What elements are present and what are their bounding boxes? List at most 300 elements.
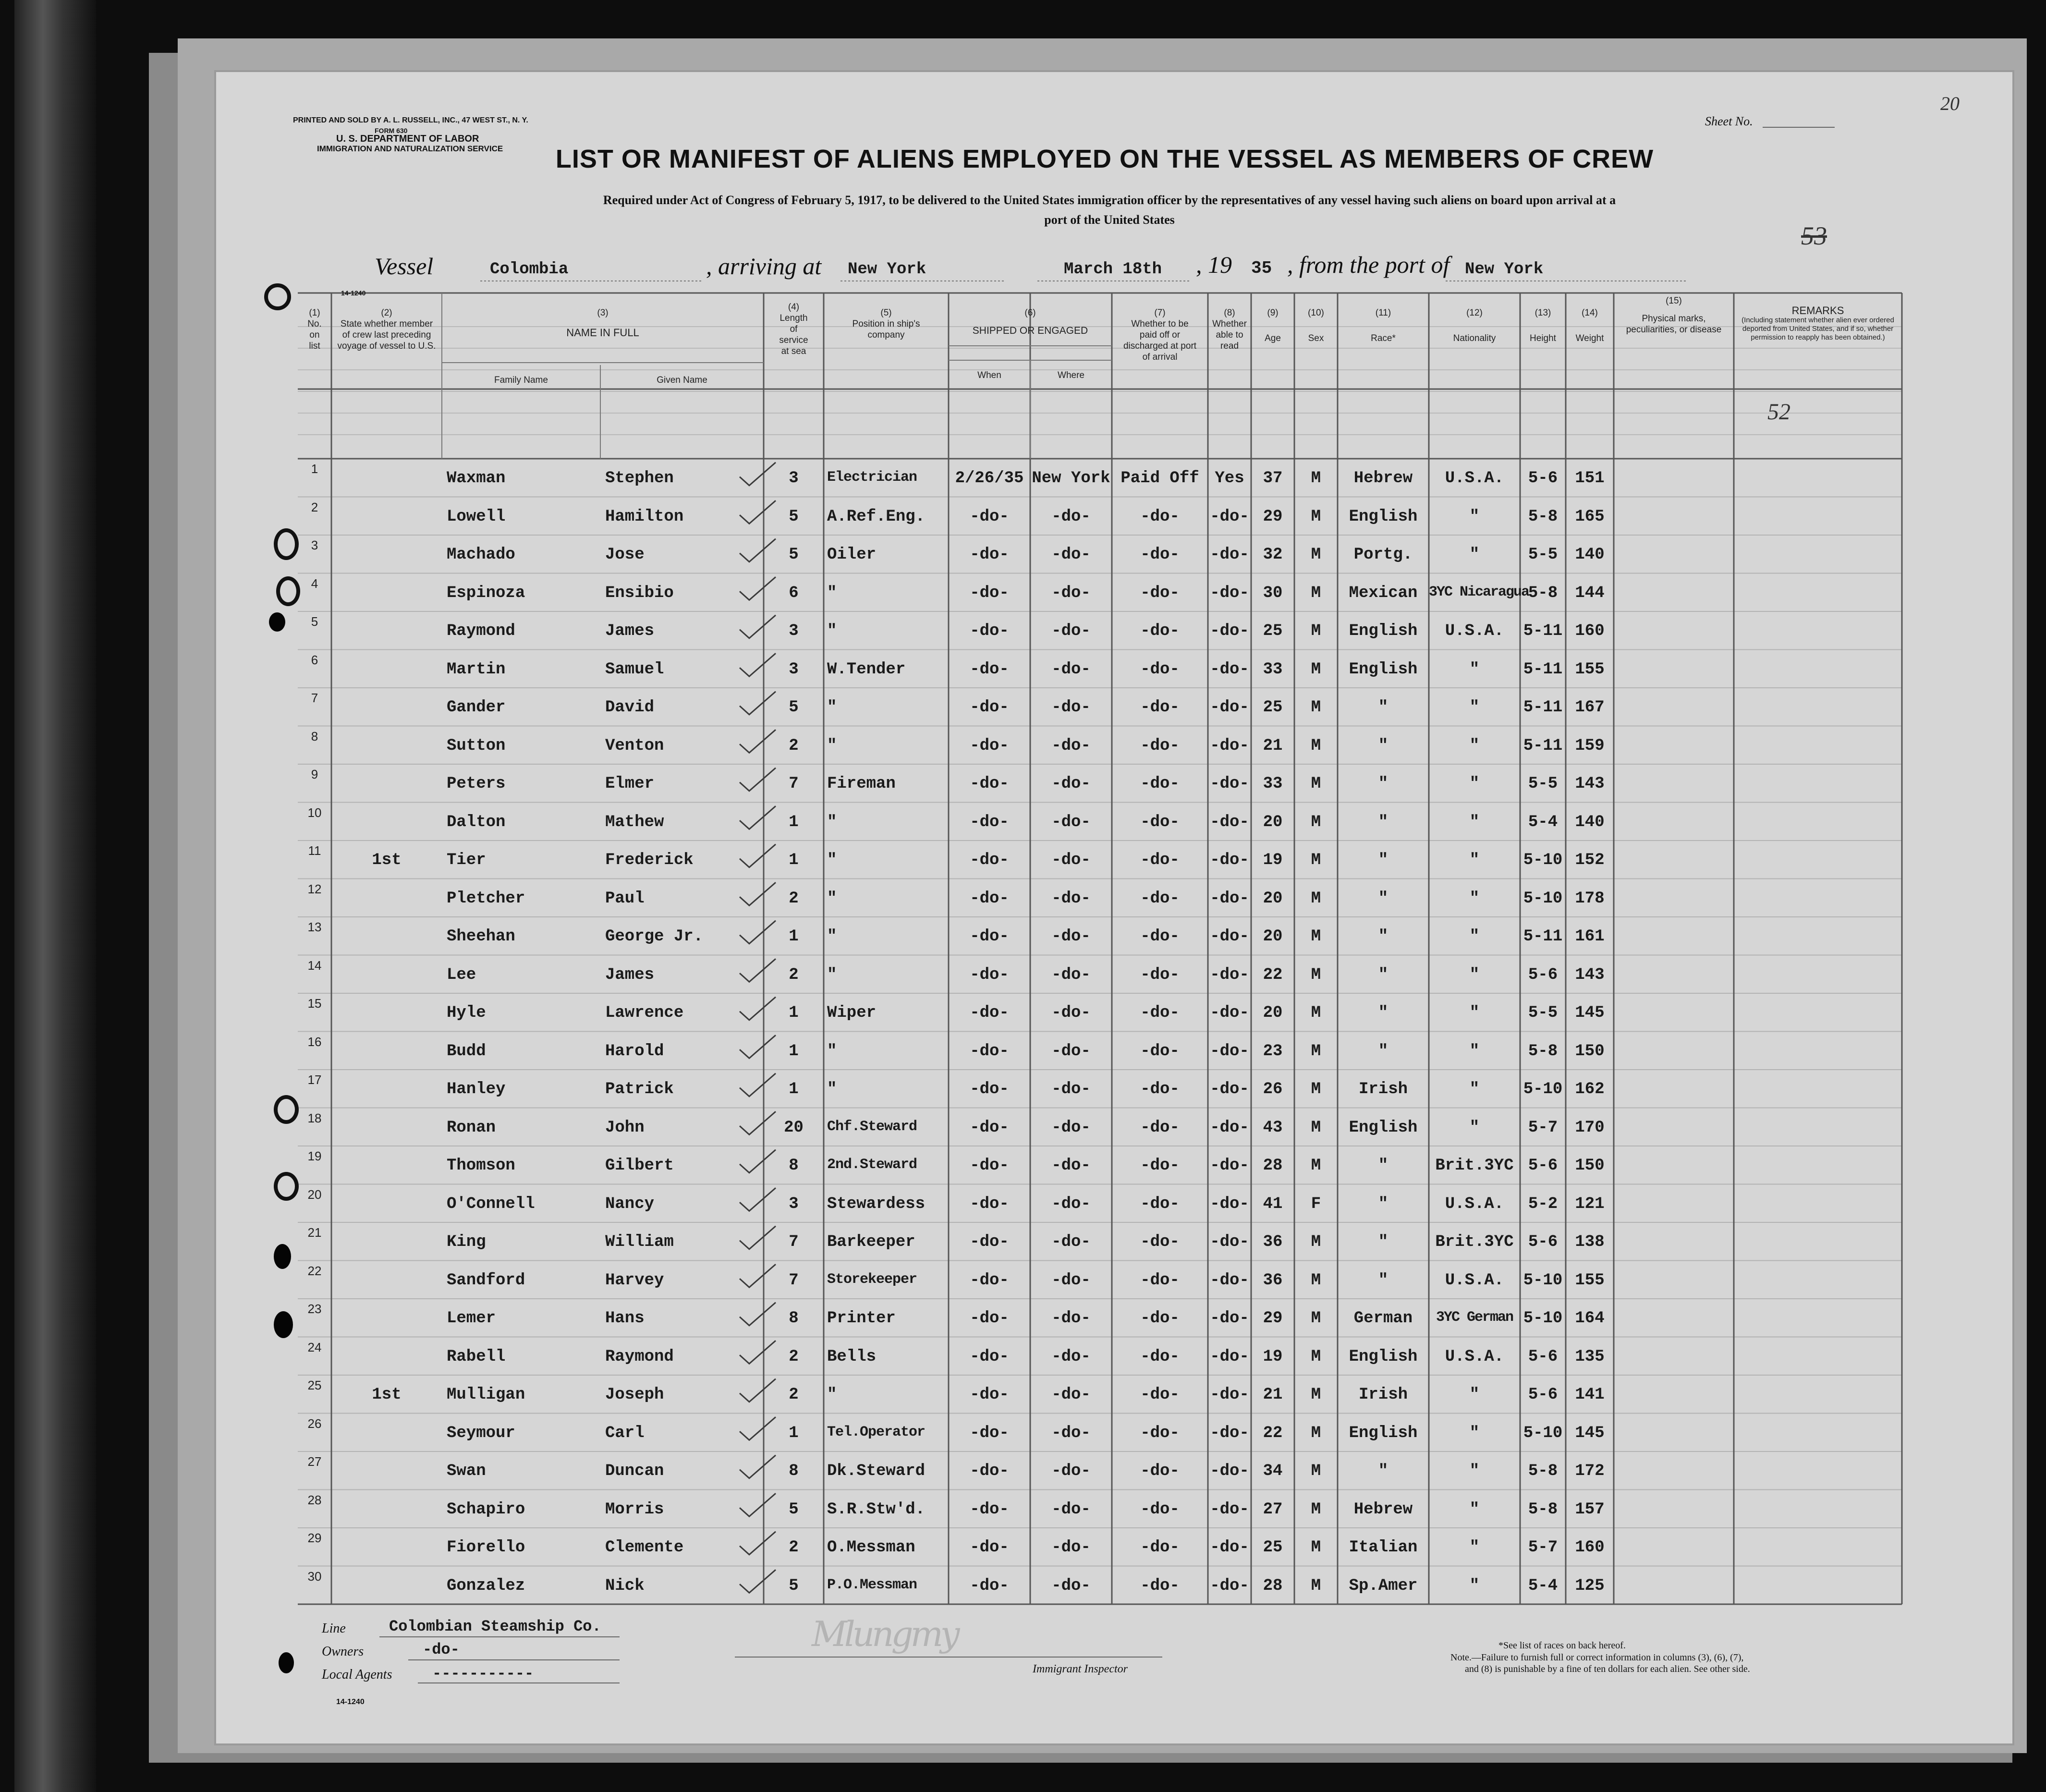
cell-nationality: " <box>1469 1576 1480 1595</box>
crew-row <box>216 650 2012 688</box>
cell-able-to-read: -do- <box>1210 927 1249 946</box>
cell-given-name: Paul <box>605 889 645 908</box>
cell-sex: M <box>1311 469 1321 488</box>
cell-position: Printer <box>827 1309 896 1328</box>
cell-paid-off: -do- <box>1140 927 1180 946</box>
cell-given-name: George Jr. <box>605 927 704 946</box>
cell-able-to-read: -do- <box>1210 1500 1249 1519</box>
cell-height: 5-8 <box>1528 584 1558 602</box>
cell-position: Dk.Steward <box>827 1462 926 1480</box>
cell-age: 30 <box>1263 584 1283 602</box>
crew-row <box>216 497 2012 536</box>
cell-nationality: " <box>1469 1004 1480 1022</box>
arrival-date: March 18th <box>1064 260 1162 279</box>
crew-row <box>216 573 2012 612</box>
cell-given-name: David <box>605 698 655 717</box>
cell-paid-off: -do- <box>1140 1386 1180 1404</box>
col-7-header <box>1112 307 1208 363</box>
cell-shipped-when: -do- <box>970 1271 1009 1290</box>
cell-able-to-read: -do- <box>1210 1347 1249 1366</box>
cell-age: 36 <box>1263 1233 1283 1251</box>
cell-race: " <box>1378 1195 1388 1213</box>
cell-family-name: Waxman <box>447 469 506 488</box>
cell-paid-off: -do- <box>1140 1042 1180 1061</box>
cell-age: 22 <box>1263 965 1283 984</box>
cell-sex: M <box>1311 889 1321 908</box>
cell-service-years: 8 <box>789 1309 799 1328</box>
punch-hole <box>279 1652 294 1673</box>
cell-paid-off: -do- <box>1140 1118 1180 1137</box>
cell-service-years: 5 <box>789 507 799 526</box>
cell-sex: M <box>1311 1080 1321 1098</box>
sheet-label: Sheet No. <box>1705 114 1753 128</box>
arriving-port: New York <box>848 260 926 279</box>
cell-service-years: 2 <box>789 965 799 984</box>
cell-sex: M <box>1311 1042 1321 1061</box>
cell-shipped-when: -do- <box>970 1042 1009 1061</box>
cell-age: 20 <box>1263 927 1283 946</box>
cell-position: Stewardess <box>827 1195 926 1213</box>
cell-position: " <box>827 1386 837 1404</box>
department-name: U. S. DEPARTMENT OF LABOR <box>336 134 479 144</box>
crew-row <box>216 841 2012 879</box>
cell-service-years: 2 <box>789 736 799 755</box>
cell-weight: 164 <box>1575 1309 1605 1328</box>
cell-row-number: 16 <box>307 1034 322 1049</box>
cell-shipped-when: -do- <box>970 851 1009 869</box>
cell-weight: 172 <box>1575 1462 1605 1480</box>
cell-paid-off: -do- <box>1140 965 1180 984</box>
cell-row-number: 18 <box>307 1110 322 1125</box>
cell-service-years: 1 <box>789 851 799 869</box>
col-label: NAME IN FULL <box>566 327 639 339</box>
cell-shipped-when: -do- <box>970 965 1009 984</box>
service-name: IMMIGRATION AND NATURALIZATION SERVICE <box>317 144 503 153</box>
cell-family-name: King <box>447 1233 486 1251</box>
cell-nationality: " <box>1469 1500 1480 1519</box>
cell-service-years: 8 <box>789 1462 799 1480</box>
col-number: (3) <box>597 308 609 318</box>
cell-shipped-where: -do- <box>1051 851 1091 869</box>
cell-position: 2nd.Steward <box>827 1157 917 1173</box>
cell-shipped-when: -do- <box>970 889 1009 908</box>
cell-row-number: 14 <box>307 958 322 973</box>
cell-able-to-read: -do- <box>1210 965 1249 984</box>
col-number: (1) <box>309 308 320 318</box>
cell-service-years: 1 <box>789 813 799 831</box>
cell-height: 5-6 <box>1528 1386 1558 1404</box>
col-label: Age <box>1265 333 1281 343</box>
cell-race: " <box>1378 775 1388 793</box>
cell-able-to-read: -do- <box>1210 1309 1249 1328</box>
cell-shipped-where: -do- <box>1051 507 1091 526</box>
crew-row <box>216 917 2012 955</box>
crew-row <box>216 993 2012 1032</box>
cell-sex: M <box>1311 736 1321 755</box>
cell-age: 36 <box>1263 1271 1283 1290</box>
sheet-number-marking: 20 <box>1940 93 1960 114</box>
crew-row <box>216 803 2012 841</box>
cell-able-to-read: -do- <box>1210 1538 1249 1557</box>
col-number: (9) <box>1267 308 1279 318</box>
cell-family-name: Lemer <box>447 1309 496 1328</box>
cell-service-years: 8 <box>789 1157 799 1175</box>
cell-family-name: Seymour <box>447 1424 515 1442</box>
cell-shipped-where: -do- <box>1051 1538 1091 1557</box>
cell-family-name: Peters <box>447 775 506 793</box>
cell-race: English <box>1349 1424 1418 1442</box>
cell-shipped-where: -do- <box>1051 1347 1091 1366</box>
cell-shipped-when: -do- <box>970 1080 1009 1098</box>
cell-row-number: 27 <box>307 1454 322 1469</box>
cell-family-name: Hanley <box>447 1080 506 1098</box>
cell-shipped-when: -do- <box>970 1576 1009 1595</box>
cell-weight: 140 <box>1575 546 1605 564</box>
cell-given-name: Ensibio <box>605 584 674 602</box>
cell-sex: M <box>1311 965 1321 984</box>
cell-age: 22 <box>1263 1424 1283 1442</box>
cell-paid-off: -do- <box>1140 660 1180 679</box>
cell-able-to-read: -do- <box>1210 851 1249 869</box>
cell-family-name: Machado <box>447 546 515 564</box>
cell-paid-off: -do- <box>1140 584 1180 602</box>
cell-family-name: Rabell <box>447 1347 506 1366</box>
arriving-label: , arriving at <box>706 253 822 280</box>
cell-able-to-read: -do- <box>1210 1576 1249 1595</box>
cell-shipped-where: -do- <box>1051 1042 1091 1061</box>
cell-shipped-where: -do- <box>1051 1424 1091 1442</box>
cell-family-name: Espinoza <box>447 584 525 602</box>
cell-family-name: O'Connell <box>447 1195 535 1213</box>
cell-shipped-when: -do- <box>970 736 1009 755</box>
cell-family-name: Lowell <box>447 507 506 526</box>
cell-row-number: 1 <box>311 462 318 476</box>
cell-service-years: 2 <box>789 1538 799 1557</box>
cell-sex: M <box>1311 507 1321 526</box>
cell-able-to-read: -do- <box>1210 622 1249 640</box>
cell-shipped-when: -do- <box>970 927 1009 946</box>
note-line-2: and (8) is punishable by a fine of ten dollars for each alien. See other side. <box>1465 1664 1750 1674</box>
cell-weight: 125 <box>1575 1576 1605 1595</box>
cell-height: 5-6 <box>1528 1233 1558 1251</box>
cell-sex: M <box>1311 1500 1321 1519</box>
cell-able-to-read: -do- <box>1210 813 1249 831</box>
col-14-header <box>1566 307 1614 344</box>
page-number-struck: 53 <box>1801 221 1827 250</box>
cell-race: English <box>1349 507 1418 526</box>
crew-row <box>216 1451 2012 1490</box>
col-3-header <box>442 307 764 338</box>
cell-given-name: Frederick <box>605 851 694 869</box>
cell-nationality: U.S.A. <box>1445 622 1504 640</box>
cell-sex: M <box>1311 584 1321 602</box>
cell-height: 5-8 <box>1528 1500 1558 1519</box>
col-number: (14) <box>1582 308 1598 318</box>
cell-nationality: Brit.3YC <box>1435 1157 1514 1175</box>
col-label: Physical marks, peculiarities, or disease <box>1626 314 1722 335</box>
cell-position: Tel.Operator <box>827 1424 926 1440</box>
cell-height: 5-7 <box>1528 1538 1558 1557</box>
form-code-top: 14-1240 <box>341 289 366 297</box>
cell-paid-off: -do- <box>1140 1500 1180 1519</box>
cell-height: 5-4 <box>1528 813 1558 831</box>
cell-height: 5-11 <box>1523 736 1563 755</box>
cell-position: A.Ref.Eng. <box>827 507 926 526</box>
line-label: Line <box>322 1621 346 1636</box>
cell-row-number: 19 <box>307 1149 322 1163</box>
cell-height: 5-10 <box>1523 889 1563 908</box>
col-label: REMARKS <box>1791 305 1844 317</box>
cell-shipped-where: -do- <box>1051 1309 1091 1328</box>
cell-weight: 151 <box>1575 469 1605 488</box>
cell-able-to-read: -do- <box>1210 1424 1249 1442</box>
cell-height: 5-11 <box>1523 927 1563 946</box>
cell-shipped-when: -do- <box>970 546 1009 564</box>
cell-height: 5-5 <box>1528 546 1558 564</box>
cell-race: English <box>1349 1118 1418 1137</box>
cell-service-years: 7 <box>789 1233 799 1251</box>
cell-able-to-read: -do- <box>1210 546 1249 564</box>
cell-row-number: 10 <box>307 805 322 820</box>
cell-given-name: Jose <box>605 546 645 564</box>
cell-race: " <box>1378 736 1388 755</box>
cell-service-years: 5 <box>789 546 799 564</box>
cell-family-name: Pletcher <box>447 889 525 908</box>
cell-position: " <box>827 927 837 946</box>
cell-service-years: 2 <box>789 1347 799 1366</box>
col-label: Height <box>1530 333 1556 343</box>
cell-age: 41 <box>1263 1195 1283 1213</box>
cell-service-years: 6 <box>789 584 799 602</box>
cell-given-name: James <box>605 965 655 984</box>
cell-shipped-where: -do- <box>1051 1462 1091 1480</box>
cell-nationality: U.S.A. <box>1445 1271 1504 1290</box>
crew-table-body <box>216 459 2012 1604</box>
cell-shipped-where: -do- <box>1051 889 1091 908</box>
cell-shipped-when: -do- <box>970 1500 1009 1519</box>
cell-family-name: Swan <box>447 1462 486 1480</box>
cell-able-to-read: -do- <box>1210 1118 1249 1137</box>
cell-sex: M <box>1311 1462 1321 1480</box>
cell-shipped-when: 2/26/35 <box>955 469 1024 488</box>
cell-position: " <box>827 813 837 831</box>
cell-row-number: 20 <box>307 1187 322 1202</box>
cell-family-name: Hyle <box>447 1004 486 1022</box>
cell-row-number: 17 <box>307 1073 322 1087</box>
cell-given-name: James <box>605 622 655 640</box>
cell-able-to-read: -do- <box>1210 1233 1249 1251</box>
cell-nationality: " <box>1469 1424 1480 1442</box>
cell-paid-off: -do- <box>1140 546 1180 564</box>
cell-height: 5-10 <box>1523 1080 1563 1098</box>
cell-given-name: Elmer <box>605 775 655 793</box>
cell-race: " <box>1378 1004 1388 1022</box>
cell-shipped-where: -do- <box>1051 775 1091 793</box>
cell-weight: 145 <box>1575 1424 1605 1442</box>
crew-row <box>216 611 2012 650</box>
cell-race: " <box>1378 965 1388 984</box>
cell-service-years: 1 <box>789 1080 799 1098</box>
cell-service-years: 2 <box>789 1386 799 1404</box>
cell-race: English <box>1349 1347 1418 1366</box>
cell-shipped-when: -do- <box>970 660 1009 679</box>
cell-weight: 143 <box>1575 775 1605 793</box>
cell-weight: 135 <box>1575 1347 1605 1366</box>
cell-row-number: 7 <box>311 691 318 705</box>
cell-service-years: 5 <box>789 698 799 717</box>
cell-sex: M <box>1311 1576 1321 1595</box>
cell-paid-off: -do- <box>1140 813 1180 831</box>
col-number: (4) <box>788 302 800 312</box>
crew-row <box>216 1184 2012 1223</box>
crew-row <box>216 1566 2012 1605</box>
cell-row-number: 3 <box>311 538 318 552</box>
col-8-header <box>1208 307 1251 352</box>
crew-row <box>216 688 2012 726</box>
col-label: State whether member of crew last preceding voyage of vessel to U.S. <box>337 319 436 351</box>
cell-sex: M <box>1311 1386 1321 1404</box>
cell-shipped-where: -do- <box>1051 1157 1091 1175</box>
cell-row-number: 23 <box>307 1302 322 1316</box>
binder-clip <box>14 0 96 1792</box>
cell-age: 27 <box>1263 1500 1283 1519</box>
cell-position: Barkeeper <box>827 1233 915 1251</box>
cell-position: W.Tender <box>827 660 906 679</box>
cell-paid-off: -do- <box>1140 1309 1180 1328</box>
crew-row <box>216 1490 2012 1528</box>
cell-age: 20 <box>1263 813 1283 831</box>
cell-family-name: Thomson <box>447 1157 515 1175</box>
cell-height: 5-6 <box>1528 1347 1558 1366</box>
cell-height: 5-5 <box>1528 775 1558 793</box>
cell-age: 25 <box>1263 622 1283 640</box>
cell-family-name: Schapiro <box>447 1500 525 1519</box>
cell-service-years: 5 <box>789 1500 799 1519</box>
cell-given-name: Nancy <box>605 1195 655 1213</box>
cell-height: 5-6 <box>1528 965 1558 984</box>
cell-family-name: Lee <box>447 965 476 984</box>
cell-weight: 161 <box>1575 927 1605 946</box>
cell-given-name: Harvey <box>605 1271 664 1290</box>
cell-race: Irish <box>1358 1386 1408 1404</box>
cell-weight: 155 <box>1575 660 1605 679</box>
crew-row <box>216 1414 2012 1452</box>
cell-position: " <box>827 1080 837 1098</box>
cell-row-number: 11 <box>308 843 321 858</box>
cell-position: Wiper <box>827 1004 877 1022</box>
col-number: (11) <box>1375 308 1391 318</box>
cell-given-name: Lawrence <box>605 1004 684 1022</box>
cell-sex: M <box>1311 1118 1321 1137</box>
cell-age: 21 <box>1263 736 1283 755</box>
cell-able-to-read: -do- <box>1210 1462 1249 1480</box>
col-number: (12) <box>1466 308 1483 318</box>
cell-family-name: Sheehan <box>447 927 515 946</box>
cell-paid-off: -do- <box>1140 1462 1180 1480</box>
cell-sex: F <box>1311 1195 1321 1213</box>
cell-paid-off: -do- <box>1140 851 1180 869</box>
cell-service-years: 3 <box>789 622 799 640</box>
cell-position: Storekeeper <box>827 1271 917 1288</box>
cell-shipped-where: New York <box>1032 469 1110 488</box>
vessel-name: Colombia <box>490 260 569 279</box>
cell-sex: M <box>1311 622 1321 640</box>
crew-row <box>216 1070 2012 1108</box>
cell-given-name: Clemente <box>605 1538 684 1557</box>
cell-paid-off: -do- <box>1140 1233 1180 1251</box>
inspector-label: Immigrant Inspector <box>1033 1663 1128 1675</box>
cell-nationality: 3YC Nicaragua <box>1429 584 1529 600</box>
crew-row <box>216 1222 2012 1261</box>
cell-position: Oiler <box>827 546 877 564</box>
cell-shipped-where: -do- <box>1051 1118 1091 1137</box>
cell-shipped-where: -do- <box>1051 1233 1091 1251</box>
cell-shipped-when: -do- <box>970 584 1009 602</box>
cell-shipped-when: -do- <box>970 1538 1009 1557</box>
cell-age: 20 <box>1263 1004 1283 1022</box>
col-number: (7) <box>1154 308 1166 318</box>
cell-age: 34 <box>1263 1462 1283 1480</box>
col-13-header <box>1520 307 1566 344</box>
cell-race: English <box>1349 622 1418 640</box>
from-port: New York <box>1465 260 1544 279</box>
col-number: (8) <box>1224 308 1235 318</box>
cell-previous-voyage: 1st <box>372 851 402 869</box>
cell-able-to-read: -do- <box>1210 584 1249 602</box>
cell-nationality: " <box>1469 1080 1480 1098</box>
cell-family-name: Dalton <box>447 813 506 831</box>
cell-weight: 138 <box>1575 1233 1605 1251</box>
cell-paid-off: -do- <box>1140 698 1180 717</box>
cell-given-name: Morris <box>605 1500 664 1519</box>
cell-position: " <box>827 584 837 602</box>
cell-sex: M <box>1311 1424 1321 1442</box>
cell-able-to-read: -do- <box>1210 698 1249 717</box>
col-6-where-header: Where <box>1058 370 1084 380</box>
page-number-written: 52 <box>1767 399 1790 425</box>
cell-given-name: Venton <box>605 736 664 755</box>
cell-race: " <box>1378 698 1388 717</box>
cell-age: 25 <box>1263 1538 1283 1557</box>
cell-able-to-read: -do- <box>1210 660 1249 679</box>
cell-able-to-read: -do- <box>1210 1157 1249 1175</box>
col-label: SHIPPED OR ENGAGED <box>972 325 1088 336</box>
cell-shipped-where: -do- <box>1051 1271 1091 1290</box>
cell-height: 5-2 <box>1528 1195 1558 1213</box>
cell-sex: M <box>1311 660 1321 679</box>
cell-position: Chf.Steward <box>827 1118 917 1135</box>
crew-row <box>216 764 2012 803</box>
agents-label: Local Agents <box>322 1667 392 1682</box>
cell-position: " <box>827 622 837 640</box>
from-port-label: , from the port of <box>1287 251 1450 278</box>
cell-shipped-when: -do- <box>970 1195 1009 1213</box>
cell-paid-off: -do- <box>1140 1576 1180 1595</box>
col-number: (15) <box>1666 296 1682 306</box>
cell-weight: 141 <box>1575 1386 1605 1404</box>
crew-row <box>216 879 2012 917</box>
cell-nationality: " <box>1469 965 1480 984</box>
cell-sex: M <box>1311 1233 1321 1251</box>
cell-family-name: Fiorello <box>447 1538 525 1557</box>
col-2-header <box>336 307 437 352</box>
cell-age: 19 <box>1263 851 1283 869</box>
cell-race: " <box>1378 1042 1388 1061</box>
cell-given-name: Gilbert <box>605 1157 674 1175</box>
col-label: No. on list <box>307 319 322 351</box>
cell-row-number: 25 <box>307 1378 322 1392</box>
col-number: (2) <box>381 308 392 318</box>
